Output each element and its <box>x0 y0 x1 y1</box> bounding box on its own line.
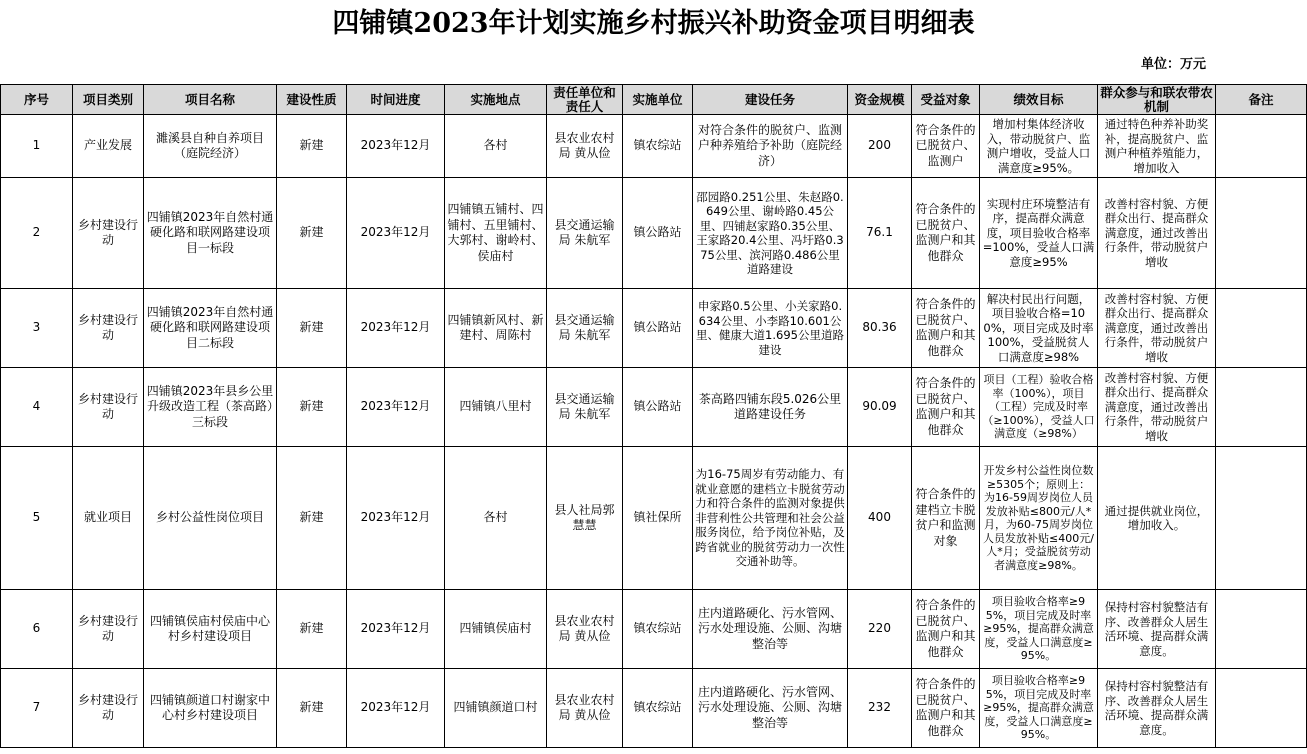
cell-name: 四铺镇2023年自然村通硬化路和联网路建设项目二标段 <box>144 289 277 368</box>
cell-remark <box>1216 669 1307 748</box>
cell-goal: 增加村集体经济收入，带动脱贫户、监测户增收，受益人口满意度≥95%。 <box>980 115 1098 178</box>
cell-schedule: 2023年12月 <box>347 115 445 178</box>
col-header-beneficiary: 受益对象 <box>912 85 980 115</box>
col-header-no: 序号 <box>1 85 73 115</box>
cell-category: 乡村建设行动 <box>73 289 144 368</box>
table-row <box>1 368 1307 447</box>
cell-remark <box>1216 447 1307 590</box>
table-row <box>1 178 1307 289</box>
cell-no: 2 <box>1 178 73 289</box>
cell-nature: 新建 <box>277 178 347 289</box>
cell-beneficiary: 符合条件的已脱贫户、监测户和其他群众 <box>912 178 980 289</box>
cell-goal: 解决村民出行问题，项目验收合格=100%，项目完成及时率100%，受益脱贫人口满意度≥98% <box>980 289 1098 368</box>
cell-name: 四铺镇颜道口村谢家中心村乡村建设项目 <box>144 669 277 748</box>
page-title: 四铺镇2023年计划实施乡村振兴补助资金项目明细表 <box>332 8 975 39</box>
cell-location: 各村 <box>445 447 547 590</box>
cell-implementer: 镇公路站 <box>623 178 693 289</box>
cell-fund: 400 <box>848 447 912 590</box>
col-header-implementer: 实施单位 <box>623 85 693 115</box>
cell-no: 3 <box>1 289 73 368</box>
cell-remark <box>1216 178 1307 289</box>
cell-fund: 76.1 <box>848 178 912 289</box>
cell-responsible: 县农业农村局 黄从俭 <box>547 115 623 178</box>
col-header-task: 建设任务 <box>693 85 848 115</box>
unit-label: 单位：万元 <box>1141 57 1207 72</box>
cell-implementer: 镇公路站 <box>623 368 693 447</box>
cell-goal: 实现村庄环境整洁有序，提高群众满意度，项目验收合格率=100%，受益人口满意度≥95% <box>980 178 1098 289</box>
cell-remark <box>1216 590 1307 669</box>
table-row <box>1 590 1307 669</box>
cell-location: 四铺镇颜道口村 <box>445 669 547 748</box>
cell-goal: 项目验收合格率≥95%，项目完成及时率≥95%，提高群众满意度，受益人口满意度≥95%。 <box>980 669 1098 748</box>
cell-nature: 新建 <box>277 115 347 178</box>
cell-beneficiary: 符合条件的已脱贫户、监测户和其他群众 <box>912 590 980 669</box>
cell-name: 濉溪县自种自养项目（庭院经济） <box>144 115 277 178</box>
cell-goal: 项目验收合格率≥95%，项目完成及时率≥95%，提高群众满意度，受益人口满意度≥95%。 <box>980 590 1098 669</box>
cell-category: 乡村建设行动 <box>73 669 144 748</box>
cell-schedule: 2023年12月 <box>347 289 445 368</box>
cell-name: 四铺镇2023年自然村通硬化路和联网路建设项目一标段 <box>144 178 277 289</box>
cell-beneficiary: 符合条件的已脱贫户、监测户 <box>912 115 980 178</box>
cell-implementer: 镇农综站 <box>623 115 693 178</box>
cell-location: 四铺镇五铺村、四铺村、五里铺村、大郭村、谢岭村、侯庙村 <box>445 178 547 289</box>
cell-goal: 开发乡村公益性岗位数≥5305个；原则上：为16-59周岁岗位人员发放补贴≤800元/人*月，为60-75周岁岗位人员发放补贴≤400元/人*月；受益脱贫劳动者满意度≥98%。 <box>980 447 1098 590</box>
cell-no: 7 <box>1 669 73 748</box>
col-header-responsible: 责任单位和责任人 <box>547 85 623 115</box>
cell-mechanism: 通过提供就业岗位，增加收入。 <box>1098 447 1216 590</box>
cell-task: 邵园路0.251公里、朱赵路0.649公里、谢岭路0.45公里、四铺赵家路0.35公里、王家路20.4公里、冯圩路0.375公里、滨河路0.486公里道路建设 <box>693 178 848 289</box>
cell-goal: 项目（工程）验收合格率（100%），项目（工程）完成及时率（≥100%），受益人口满意度（≥98%） <box>980 368 1098 447</box>
cell-schedule: 2023年12月 <box>347 447 445 590</box>
cell-task: 庄内道路硬化、污水管网、污水处理设施、公厕、沟塘整治等 <box>693 669 848 748</box>
table-row <box>1 115 1307 178</box>
cell-no: 4 <box>1 368 73 447</box>
cell-location: 四铺镇八里村 <box>445 368 547 447</box>
cell-implementer: 镇公路站 <box>623 289 693 368</box>
project-table <box>0 84 1307 748</box>
cell-location: 各村 <box>445 115 547 178</box>
cell-mechanism: 保持村容村貌整洁有序、改善群众人居生活环境、提高群众满意度。 <box>1098 669 1216 748</box>
cell-name: 乡村公益性岗位项目 <box>144 447 277 590</box>
col-header-location: 实施地点 <box>445 85 547 115</box>
cell-mechanism: 保持村容村貌整洁有序、改善群众人居生活环境、提高群众满意度。 <box>1098 590 1216 669</box>
cell-no: 1 <box>1 115 73 178</box>
cell-responsible: 县人社局郭慧慧 <box>547 447 623 590</box>
cell-nature: 新建 <box>277 669 347 748</box>
cell-beneficiary: 符合条件的已脱贫户、监测户和其他群众 <box>912 368 980 447</box>
cell-name: 四铺镇2023年县乡公里升级改造工程（茶高路）三标段 <box>144 368 277 447</box>
cell-category: 就业项目 <box>73 447 144 590</box>
cell-fund: 90.09 <box>848 368 912 447</box>
cell-category: 乡村建设行动 <box>73 178 144 289</box>
cell-location: 四铺镇新风村、新建村、周陈村 <box>445 289 547 368</box>
table-row <box>1 289 1307 368</box>
cell-beneficiary: 符合条件的已脱贫户、监测户和其他群众 <box>912 289 980 368</box>
cell-fund: 232 <box>848 669 912 748</box>
cell-name: 四铺镇侯庙村侯庙中心村乡村建设项目 <box>144 590 277 669</box>
cell-remark <box>1216 289 1307 368</box>
cell-nature: 新建 <box>277 447 347 590</box>
cell-implementer: 镇社保所 <box>623 447 693 590</box>
cell-category: 乡村建设行动 <box>73 590 144 669</box>
cell-mechanism: 改善村容村貌、方便群众出行、提高群众满意度，通过改善出行条件，带动脱贫户增收 <box>1098 289 1216 368</box>
cell-nature: 新建 <box>277 590 347 669</box>
cell-responsible: 县交通运输局 朱航军 <box>547 368 623 447</box>
cell-responsible: 县农业农村局 黄从俭 <box>547 669 623 748</box>
cell-nature: 新建 <box>277 368 347 447</box>
cell-implementer: 镇农综站 <box>623 669 693 748</box>
cell-no: 5 <box>1 447 73 590</box>
header-row <box>1 85 1307 115</box>
cell-beneficiary: 符合条件的建档立卡脱贫户和监测对象 <box>912 447 980 590</box>
cell-remark <box>1216 368 1307 447</box>
cell-fund: 80.36 <box>848 289 912 368</box>
col-header-name: 项目名称 <box>144 85 277 115</box>
col-header-nature: 建设性质 <box>277 85 347 115</box>
cell-fund: 200 <box>848 115 912 178</box>
cell-task: 为16-75周岁有劳动能力、有就业意愿的建档立卡脱贫劳动力和符合条件的监测对象提供非营利性公共管理和社会公益服务岗位，给予岗位补贴，及跨省就业的脱贫劳动力一次性交通补助等。 <box>693 447 848 590</box>
cell-mechanism: 改善村容村貌、方便群众出行、提高群众满意度，通过改善出行条件，带动脱贫户增收 <box>1098 178 1216 289</box>
cell-task: 茶高路四铺东段5.026公里道路建设任务 <box>693 368 848 447</box>
cell-responsible: 县交通运输局 朱航军 <box>547 289 623 368</box>
table-row <box>1 669 1307 748</box>
col-header-fund: 资金规模 <box>848 85 912 115</box>
col-header-mechanism: 群众参与和联农带农机制 <box>1098 85 1216 115</box>
cell-fund: 220 <box>848 590 912 669</box>
col-header-category: 项目类别 <box>73 85 144 115</box>
cell-location: 四铺镇侯庙村 <box>445 590 547 669</box>
cell-category: 乡村建设行动 <box>73 368 144 447</box>
cell-schedule: 2023年12月 <box>347 590 445 669</box>
col-header-goal: 绩效目标 <box>980 85 1098 115</box>
cell-implementer: 镇农综站 <box>623 590 693 669</box>
cell-schedule: 2023年12月 <box>347 178 445 289</box>
cell-task: 庄内道路硬化、污水管网、污水处理设施、公厕、沟塘整治等 <box>693 590 848 669</box>
cell-mechanism: 通过特色种养补助奖补，提高脱贫户、监测户种植养殖能力，增加收入 <box>1098 115 1216 178</box>
cell-nature: 新建 <box>277 289 347 368</box>
cell-remark <box>1216 115 1307 178</box>
cell-schedule: 2023年12月 <box>347 669 445 748</box>
table-row <box>1 447 1307 590</box>
cell-beneficiary: 符合条件的已脱贫户、监测户和其他群众 <box>912 669 980 748</box>
col-header-schedule: 时间进度 <box>347 85 445 115</box>
cell-task: 申家路0.5公里、小关家路0.634公里、小李路10.601公里、健康大道1.695公里道路建设 <box>693 289 848 368</box>
cell-responsible: 县农业农村局 黄从俭 <box>547 590 623 669</box>
cell-no: 6 <box>1 590 73 669</box>
col-header-remark: 备注 <box>1216 85 1307 115</box>
cell-category: 产业发展 <box>73 115 144 178</box>
cell-schedule: 2023年12月 <box>347 368 445 447</box>
cell-mechanism: 改善村容村貌、方便群众出行、提高群众满意度，通过改善出行条件，带动脱贫户增收 <box>1098 368 1216 447</box>
cell-task: 对符合条件的脱贫户、监测户种养殖给予补助（庭院经济） <box>693 115 848 178</box>
cell-responsible: 县交通运输局 朱航军 <box>547 178 623 289</box>
